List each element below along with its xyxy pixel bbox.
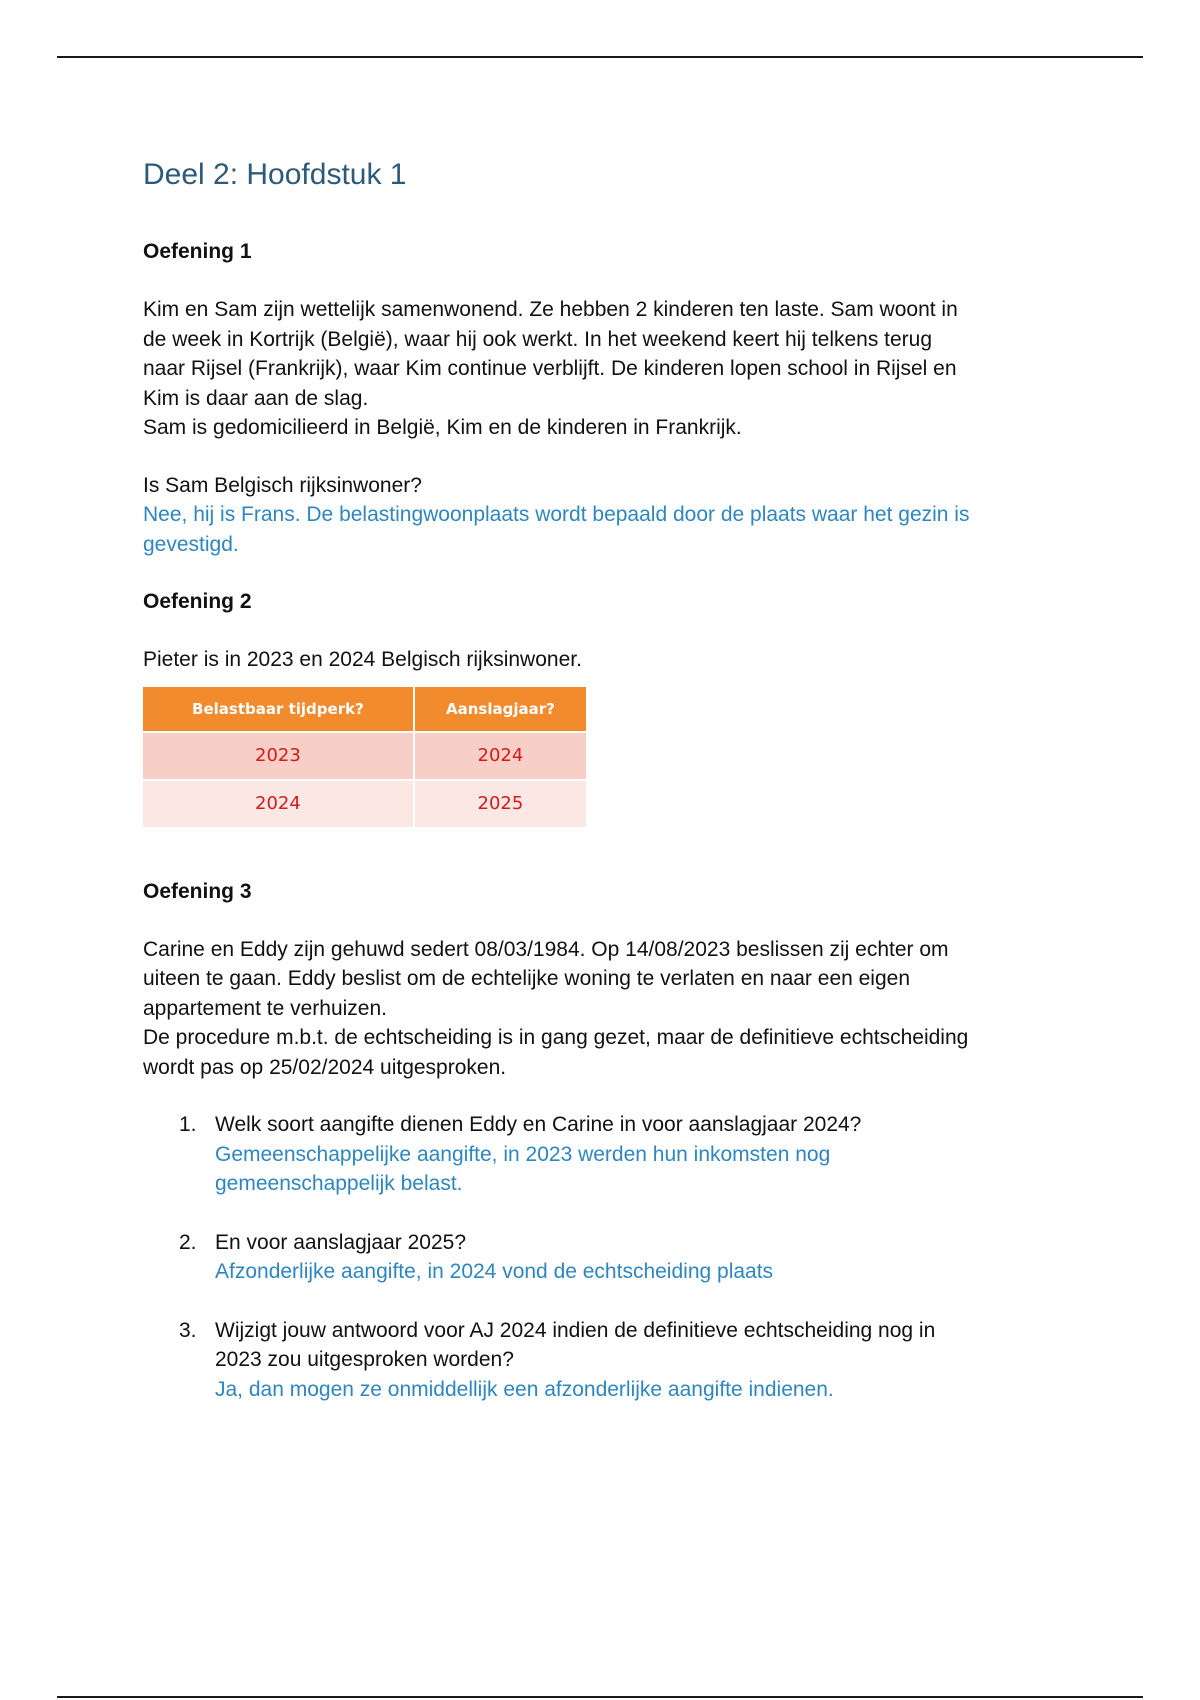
exercise-1-question: Is Sam Belgisch rijksinwoner? [143,473,422,497]
table-cell: 2023 [143,732,414,780]
text-line: Sam is gedomicilieerd in België, Kim en de kinderen in Frankrijk. [143,416,742,439]
exercise-1-heading: Oefening 1 [143,240,252,263]
answer-line: Gemeenschappelijke aangifte, in 2023 werden hun inkomsten nog [215,1142,831,1166]
question-line: Wijzigt jouw antwoord voor AJ 2024 indien de definitieve echtscheiding nog in [215,1318,936,1342]
exercise-2-heading: Oefening 2 [143,590,252,613]
text-line: De procedure m.b.t. de echtscheiding is in gang gezet, maar de definitieve echtscheiding [143,1026,969,1049]
list-number: 1. [179,1113,197,1136]
answer-line: gevestigd. [143,532,239,556]
list-item [143,1228,1073,1287]
document-body [143,155,1073,1404]
text-line: appartement te verhuizen. [143,996,387,1020]
exercise-3-questions [143,1110,1073,1404]
table-row [143,732,586,780]
answer-line: gemeenschappelijk belast. [215,1172,463,1195]
list-item [143,1110,1073,1199]
text-line: wordt pas op 25/02/2024 uitgesproken. [143,1055,507,1079]
answer-line: Ja, dan mogen ze onmiddellijk een afzonderlijke aangifte indienen. [215,1377,834,1401]
exercise-3-text [143,935,1073,1083]
table-header-cell: Aanslagjaar? [414,687,586,732]
list-number: 3. [179,1318,197,1342]
exercise-2-text: Pieter is in 2023 en 2024 Belgisch rijksinwoner. [143,648,582,671]
page-title: Deel 2: Hoofdstuk 1 [143,158,407,191]
table-header-cell: Belastbaar tijdperk? [143,687,414,732]
exercise-1-text [143,295,1073,443]
text-line: Kim is daar aan de slag. [143,386,369,410]
answer-line: Afzonderlijke aangifte, in 2024 vond de echtscheiding plaats [215,1260,774,1283]
tax-period-table [143,687,586,827]
text-line: Carine en Eddy zijn gehuwd sedert 08/03/1984. Op 14/08/2023 beslissen zij echter om [143,937,949,961]
table-cell: 2024 [414,732,586,780]
text-line: Kim en Sam zijn wettelijk samenwonend. Ze hebben 2 kinderen ten laste. Sam woont in [143,298,958,321]
table-header-row [143,687,586,732]
table-cell: 2025 [414,780,586,827]
table-cell: 2024 [143,780,414,827]
exercise-3-heading: Oefening 3 [143,879,252,903]
text-line: de week in Kortrijk (België), waar hij ook werkt. In het weekend keert hij telkens terug [143,327,933,351]
table-row [143,780,586,827]
question-line: 2023 zou uitgesproken worden? [215,1348,514,1371]
list-item [143,1316,1073,1405]
question-line: Welk soort aangifte dienen Eddy en Carine in voor aanslagjaar 2024? [215,1113,862,1136]
list-number: 2. [179,1230,197,1254]
text-line: uiteen te gaan. Eddy beslist om de echtelijke woning te verlaten en naar een eigen [143,967,911,990]
header-rule [57,56,1143,58]
answer-line: Nee, hij is Frans. De belastingwoonplaats wordt bepaald door de plaats waar het gezin is [143,503,970,526]
footer-rule [57,1696,1143,1698]
text-line: naar Rijsel (Frankrijk), waar Kim continue verblijft. De kinderen lopen school in Rijsel en [143,357,957,380]
question-line: En voor aanslagjaar 2025? [215,1230,467,1254]
